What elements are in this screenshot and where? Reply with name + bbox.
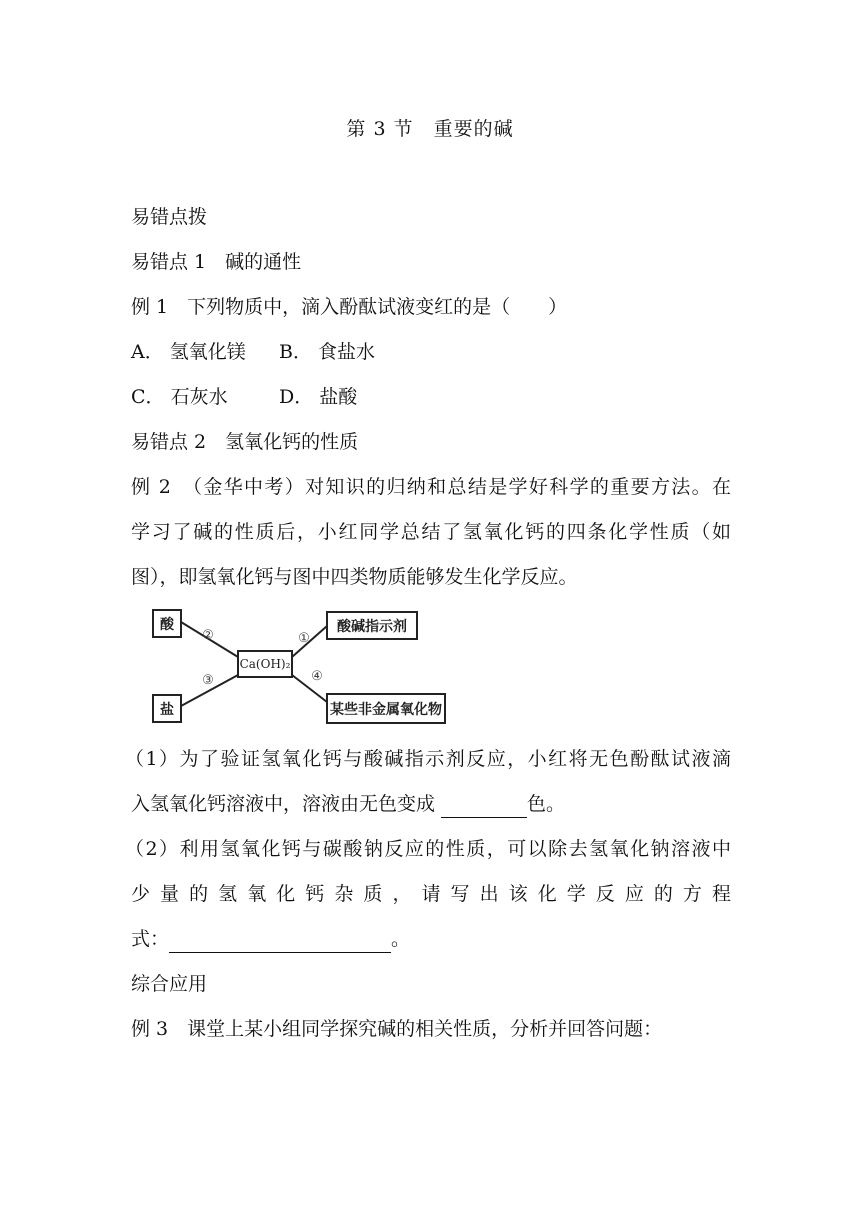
- question-2-suffix: 。: [391, 928, 411, 950]
- question-1-text: 入氢氧化钙溶液中，溶液由无色变成: [131, 793, 442, 815]
- oxide-label: 某些非金属氧化物: [330, 702, 442, 718]
- number-4: ④: [311, 669, 323, 684]
- example-2-line-1: 例 2 （金华中考）对知识的归纳和总结是学好科学的重要方法。在: [131, 476, 731, 498]
- section-heading: 易错点拨: [131, 206, 208, 228]
- option-c: C． 石灰水: [131, 386, 228, 408]
- point-heading-1: 易错点 1 碱的通性: [131, 251, 302, 273]
- center-label: Ca(OH)₂: [239, 657, 291, 671]
- answer-blank-2[interactable]: [169, 930, 391, 953]
- calcium-hydroxide-diagram: [150, 604, 450, 726]
- example-3-question: 例 3 课堂上某小组同学探究碱的相关性质，分析并回答问题：: [131, 1018, 663, 1040]
- page-title: 第 3 节 重要的碱: [346, 118, 514, 140]
- salt-label: 盐: [160, 702, 174, 718]
- question-1-suffix: 色。: [527, 793, 566, 815]
- example-1-question: 例 1 下列物质中，滴入酚酞试液变红的是（ ）: [131, 296, 568, 318]
- number-2: ②: [202, 628, 214, 643]
- number-1: ①: [298, 631, 310, 646]
- point-heading-2: 易错点 2 氢氧化钙的性质: [131, 431, 359, 453]
- option-b: B． 食盐水: [279, 341, 376, 363]
- question-1-line-1: （1）为了验证氢氧化钙与酸碱指示剂反应，小红将无色酚酞试液滴: [125, 748, 731, 770]
- question-2-line-3: [131, 925, 410, 953]
- question-2-line-1: （2）利用氢氧化钙与碳酸钠反应的性质，可以除去氢氧化钠溶液中: [125, 838, 731, 860]
- example-1-options-row-1: [131, 338, 375, 366]
- example-1-options-row-2: [131, 383, 357, 411]
- option-a: A． 氢氧化镁: [131, 341, 246, 363]
- option-d: D． 盐酸: [279, 386, 358, 408]
- section-heading-2: 综合应用: [131, 973, 208, 995]
- example-2-line-3: 图），即氢氧化钙与图中四类物质能够发生化学反应。: [131, 566, 578, 588]
- number-3: ③: [202, 673, 214, 688]
- indicator-label: 酸碱指示剂: [337, 619, 407, 635]
- question-2-text: 式：: [131, 928, 170, 950]
- question-1-line-2: [131, 790, 565, 818]
- question-2-line-2: 少量的氢氧化钙杂质，请写出该化学反应的方程: [131, 883, 731, 905]
- example-2-line-2: 学习了碱的性质后，小红同学总结了氢氧化钙的四条化学性质（如: [131, 521, 731, 543]
- acid-label: 酸: [160, 617, 174, 633]
- answer-blank-1[interactable]: [441, 795, 527, 818]
